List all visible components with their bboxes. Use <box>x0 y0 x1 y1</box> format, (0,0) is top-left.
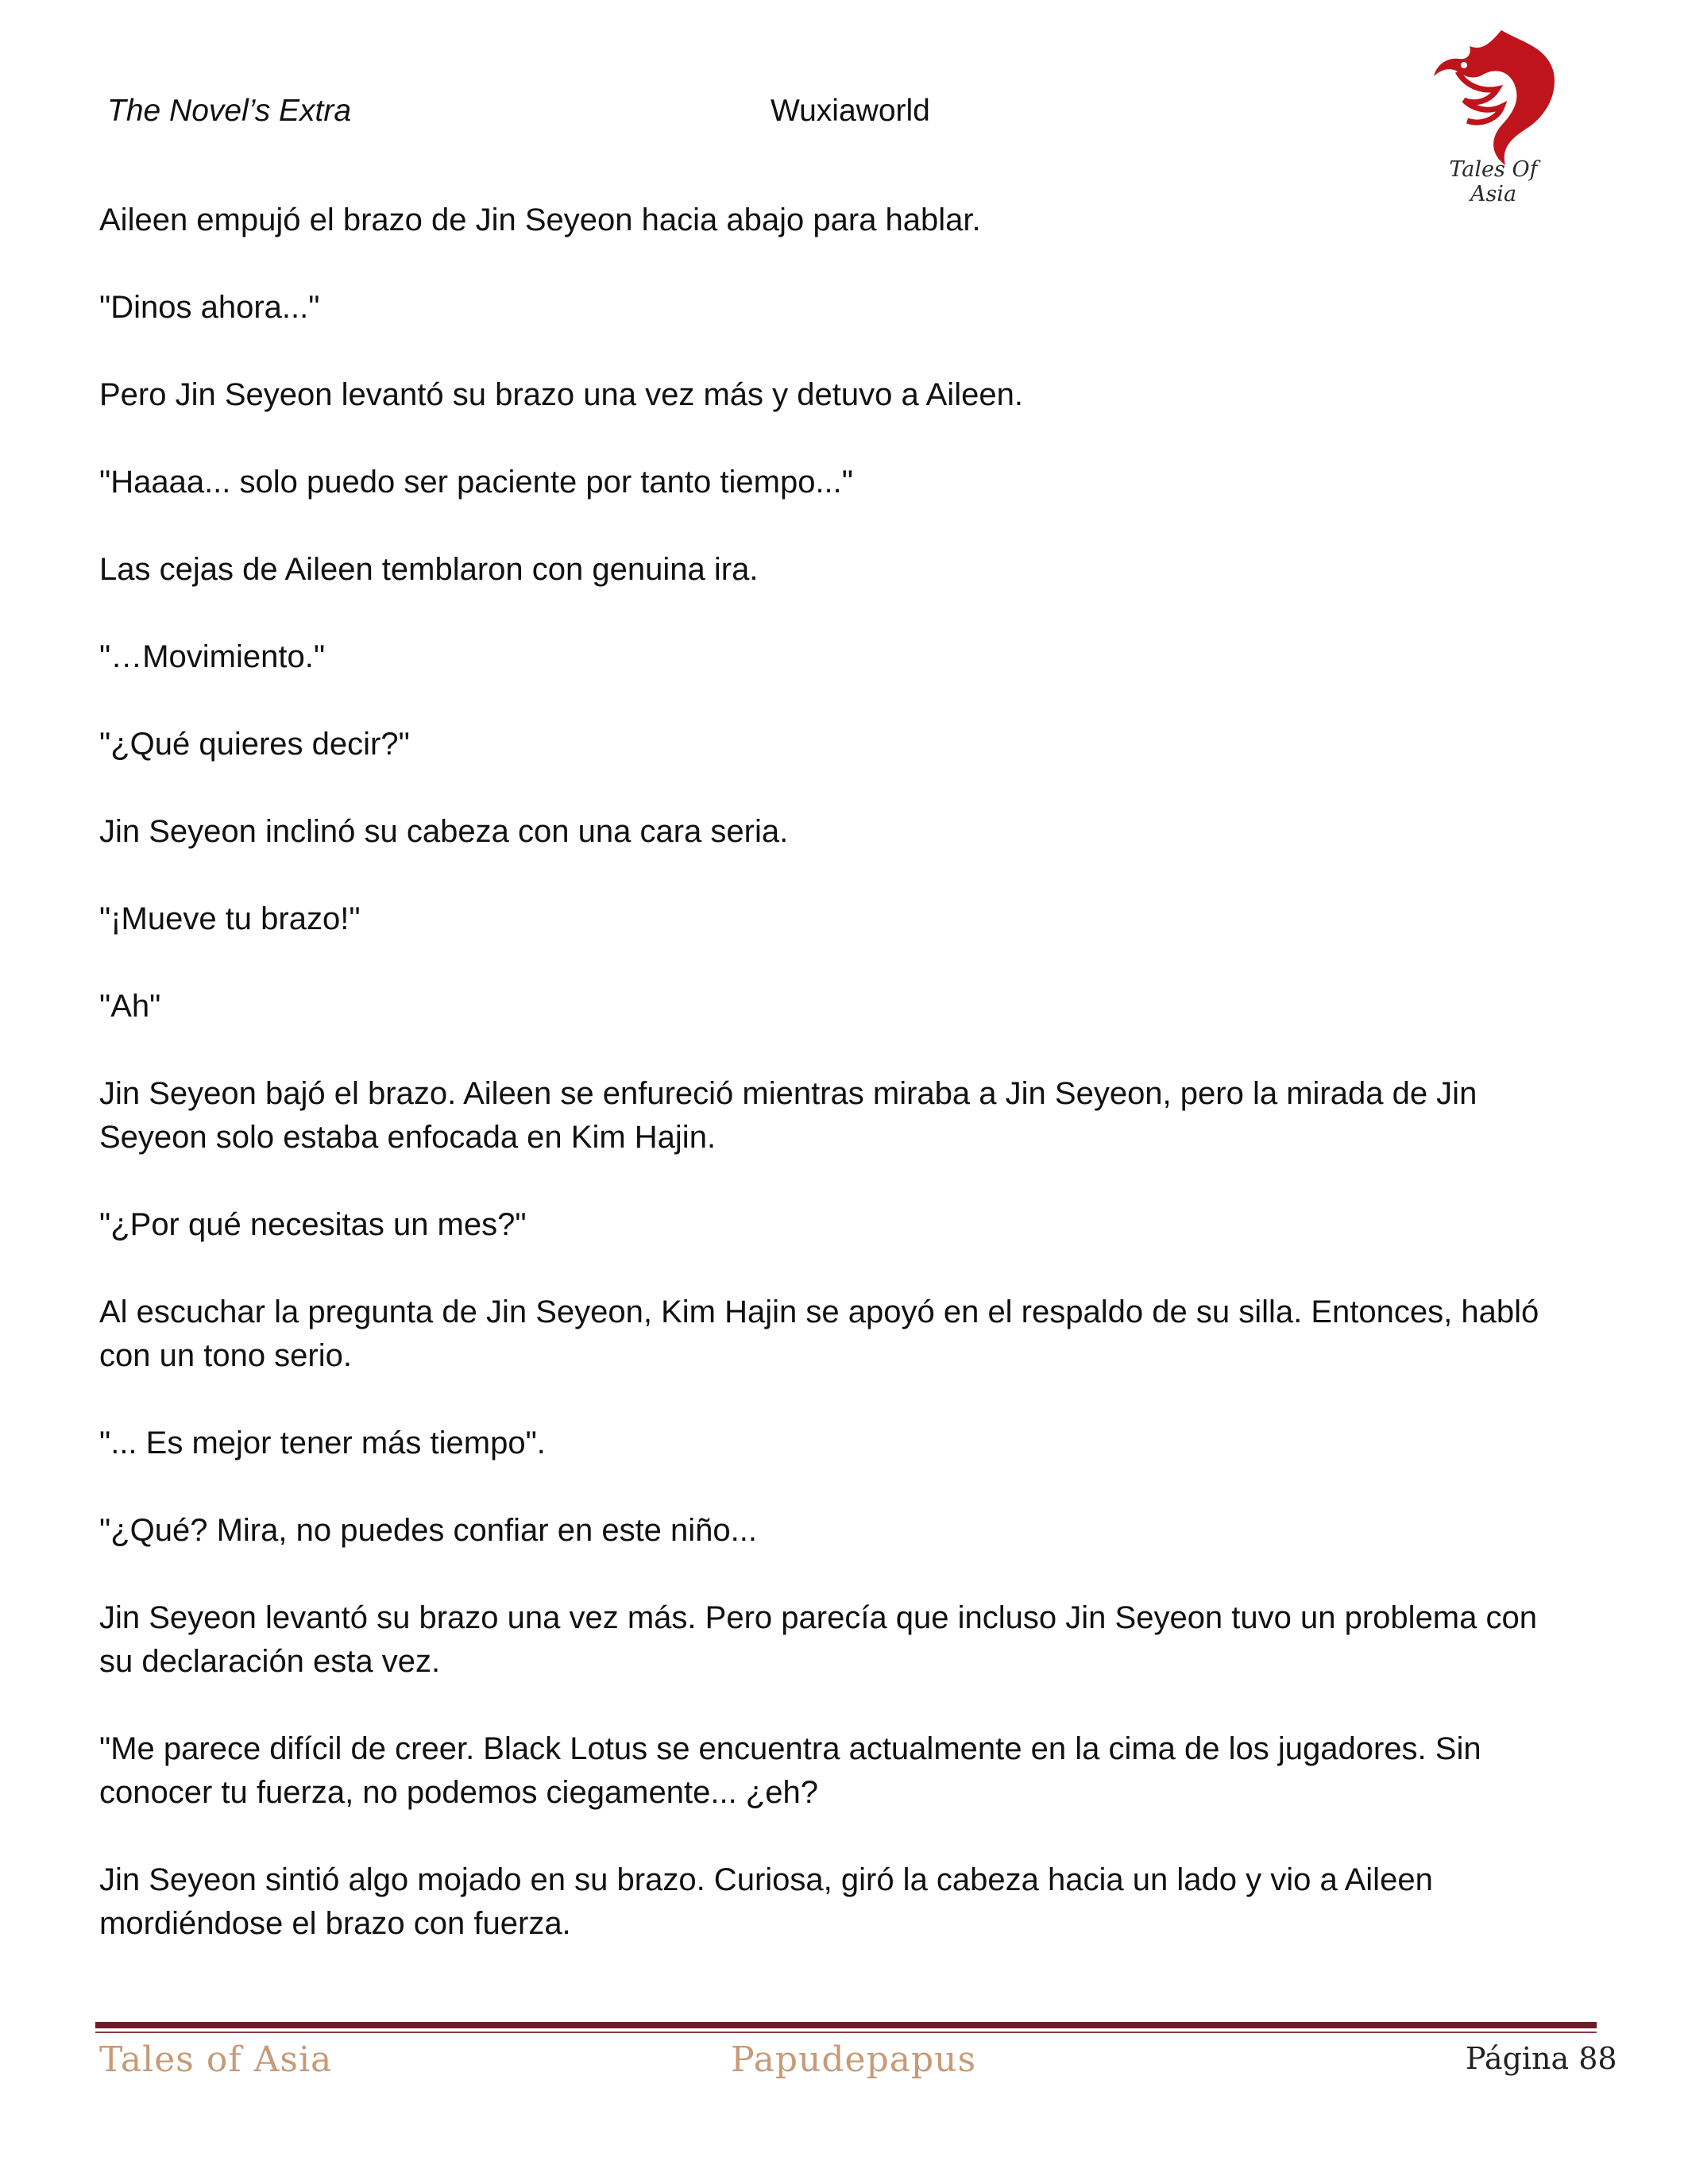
paragraph: "¿Qué? Mira, no puedes confiar en este niño... <box>99 1513 758 1548</box>
source-site: Wuxiaworld <box>771 94 930 128</box>
paragraph: "Ah" <box>99 989 161 1024</box>
paragraph: "…Movimiento." <box>99 639 326 674</box>
paragraph: Aileen empujó el brazo de Jin Seyeon hacia abajo para hablar. <box>99 203 981 237</box>
paragraph: Jin Seyeon sintió algo mojado en su brazo. Curiosa, giró la cabeza hacia un lado y vio a Aileen mordiéndose el brazo con fuerza. <box>99 1862 1433 1941</box>
paragraph: "¡Mueve tu brazo!" <box>99 901 361 936</box>
paragraph: "Me parece difícil de creer. Black Lotus se encuentra actualmente en la cima de los jugadores. Sin conocer tu fuerza, no podemos ciegamente... ¿eh? <box>99 1731 1481 1810</box>
footer-divider <box>95 2022 1597 2028</box>
logo-text: Tales Of Asia <box>1449 157 1538 206</box>
footer-translator: Papudepapus <box>731 2039 977 2080</box>
paragraph: Pero Jin Seyeon levantó su brazo una vez más y detuvo a Aileen. <box>99 377 1023 412</box>
paragraph: Jin Seyeon bajó el brazo. Aileen se enfureció mientras miraba a Jin Seyeon, pero la mirada de Jin Seyeon solo estaba enfocada en Kim Hajin. <box>99 1076 1477 1155</box>
paragraph: "Dinos ahora..." <box>99 290 320 325</box>
paragraph: "... Es mejor tener más tiempo". <box>99 1426 546 1461</box>
tales-of-asia-logo <box>1426 22 1561 206</box>
paragraph: Las cejas de Aileen temblaron con genuina ira. <box>99 552 759 587</box>
paragraph: Jin Seyeon levantó su brazo una vez más. Pero parecía que incluso Jin Seyeon tuvo un problema con su declaración esta vez. <box>99 1600 1537 1679</box>
footer-site-name: Tales of Asia <box>99 2039 333 2080</box>
novel-title: The Novel’s Extra <box>107 94 352 128</box>
dragon-icon <box>1426 22 1561 173</box>
paragraph: "Haaaa... solo puedo ser paciente por tanto tiempo..." <box>99 465 853 500</box>
paragraph: "¿Qué quieres decir?" <box>99 727 410 762</box>
chapter-body <box>99 199 1561 1989</box>
footer-divider-thin <box>95 2032 1597 2033</box>
page-number: Página 88 <box>1466 2041 1617 2076</box>
paragraph: "¿Por qué necesitas un mes?" <box>99 1207 527 1242</box>
paragraph: Jin Seyeon inclinó su cabeza con una cara seria. <box>99 814 789 849</box>
paragraph: Al escuchar la pregunta de Jin Seyeon, Kim Hajin se apoyó en el respaldo de su silla. Entonces, habló con un tono serio. <box>99 1295 1539 1373</box>
